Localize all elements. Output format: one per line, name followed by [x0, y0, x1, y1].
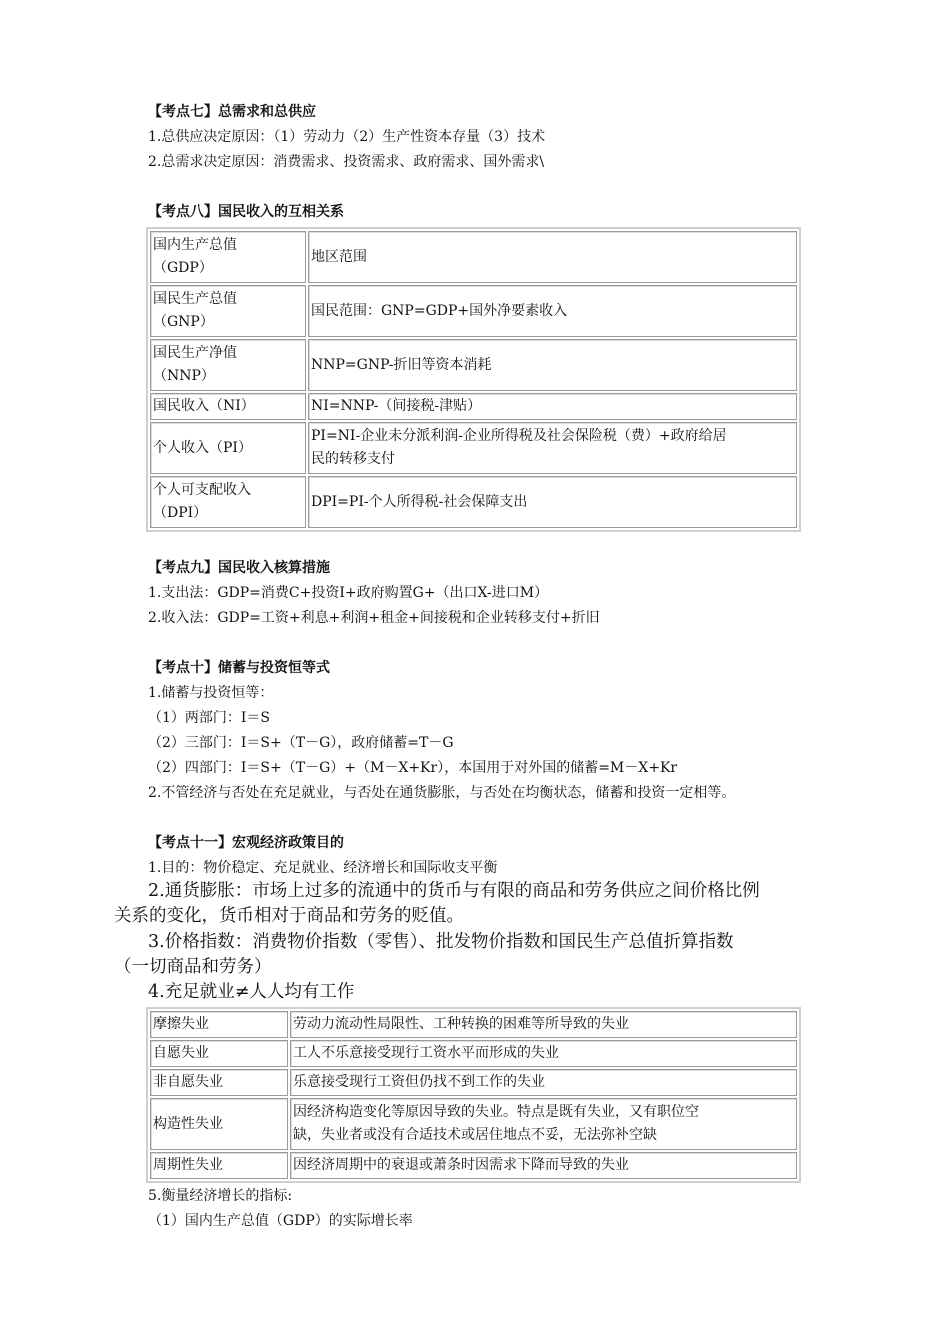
growth-indicator-heading: 5.衡量经济增长的指标: [148, 1188, 293, 1204]
table-row [150, 476, 797, 528]
table-row [150, 1011, 797, 1038]
table-row [150, 1069, 797, 1096]
section-10-line-5: 2.不管经济与否处在充足就业，与否处在通货膨胀，与否处在均衡状态，储蓄和投资一定相等。 [148, 785, 736, 801]
term-cell: 国民生产总值 （GNP） [150, 285, 306, 337]
definition-cell: 国民范围：GNP=GDP+国外净要素收入 [308, 285, 797, 337]
inflation-paragraph-line-2: 关系的变化，货币相对于商品和劳务的贬值。 [114, 906, 464, 926]
definition-cell: 因经济构造变化等原因导致的失业。特点是既有失业，又有职位空 缺，失业者或没有合适技术或居住地点不妥，无法弥补空缺 [290, 1098, 797, 1150]
section-9-heading: 【考点九】国民收入核算措施 [148, 560, 330, 576]
term-cell: 周期性失业 [150, 1152, 288, 1179]
term-cell: 国民收入（NI） [150, 393, 306, 420]
price-index-paragraph-line-2: （一切商品和劳务） [114, 957, 272, 977]
definition-cell: NNP=GNP-折旧等资本消耗 [308, 339, 797, 391]
section-7-heading: 【考点七】总需求和总供应 [148, 104, 316, 120]
section-10-line-4: （2）四部门：I＝S+（T－G）+（M－X+Kr），本国用于对外国的储蓄=M－X+Kr [148, 760, 678, 776]
inflation-paragraph-line-1: 2.通货膨胀：市场上过多的流通中的货币与有限的商品和劳务供应之间价格比例 [148, 881, 760, 901]
term-cell: 构造性失业 [150, 1098, 288, 1150]
section-10-line-3: （2）三部门：I＝S+（T－G），政府储蓄=T－G [148, 735, 454, 751]
definition-cell: 劳动力流动性局限性、工种转换的困难等所导致的失业 [290, 1011, 797, 1038]
table-row [150, 1040, 797, 1067]
section-11-line-1: 1.目的：物价稳定、充足就业、经济增长和国际收支平衡 [148, 860, 498, 876]
table-row [150, 339, 797, 391]
table-row [150, 1098, 797, 1150]
national-income-table [146, 227, 801, 532]
section-11-heading: 【考点十一】宏观经济政策目的 [148, 835, 344, 851]
price-index-paragraph-line-1: 3.价格指数：消费物价指数（零售）、批发物价指数和国民生产总值折算指数 [148, 932, 734, 952]
table-row [150, 1152, 797, 1179]
growth-indicator-item-1: （1）国内生产总值（GDP）的实际增长率 [148, 1213, 413, 1229]
full-employment-line: 4.充足就业≠人人均有工作 [148, 982, 355, 1002]
term-cell: 摩擦失业 [150, 1011, 288, 1038]
term-cell: 国民生产净值 （NNP） [150, 339, 306, 391]
term-cell: 国内生产总值 （GDP） [150, 231, 306, 283]
section-10-line-2: （1）两部门：I＝S [148, 710, 271, 726]
term-cell: 个人可支配收入 （DPI） [150, 476, 306, 528]
table-row [150, 231, 797, 283]
definition-cell: NI=NNP-（间接税-津贴） [308, 393, 797, 420]
term-cell: 个人收入（PI） [150, 422, 306, 474]
section-10-heading: 【考点十】储蓄与投资恒等式 [148, 660, 330, 676]
definition-cell: 乐意接受现行工资但仍找不到工作的失业 [290, 1069, 797, 1096]
section-9-line-1: 1.支出法：GDP=消费C+投资I+政府购置G+（出口X-进口M） [148, 585, 549, 601]
term-cell: 非自愿失业 [150, 1069, 288, 1096]
unemployment-types-table [146, 1007, 801, 1183]
definition-cell: 地区范围 [308, 231, 797, 283]
term-cell: 自愿失业 [150, 1040, 288, 1067]
definition-cell: PI=NI-企业未分派利润-企业所得税及社会保险税（费）+政府给居 民的转移支付 [308, 422, 797, 474]
definition-cell: 因经济周期中的衰退或萧条时因需求下降而导致的失业 [290, 1152, 797, 1179]
table-row [150, 422, 797, 474]
table-row [150, 285, 797, 337]
section-7-line-2: 2.总需求决定原因：消费需求、投资需求、政府需求、国外需求\ [148, 154, 545, 170]
section-8-heading: 【考点八】国民收入的互相关系 [148, 204, 344, 220]
table-row [150, 393, 797, 420]
section-9-line-2: 2.收入法：GDP=工资+利息+利润+租金+间接税和企业转移支付+折旧 [148, 610, 600, 626]
section-10-line-1: 1.储蓄与投资恒等： [148, 685, 274, 701]
definition-cell: 工人不乐意接受现行工资水平而形成的失业 [290, 1040, 797, 1067]
definition-cell: DPI=PI-个人所得税-社会保障支出 [308, 476, 797, 528]
section-7-line-1: 1.总供应决定原因：（1）劳动力（2）生产性资本存量（3）技术 [148, 129, 546, 145]
